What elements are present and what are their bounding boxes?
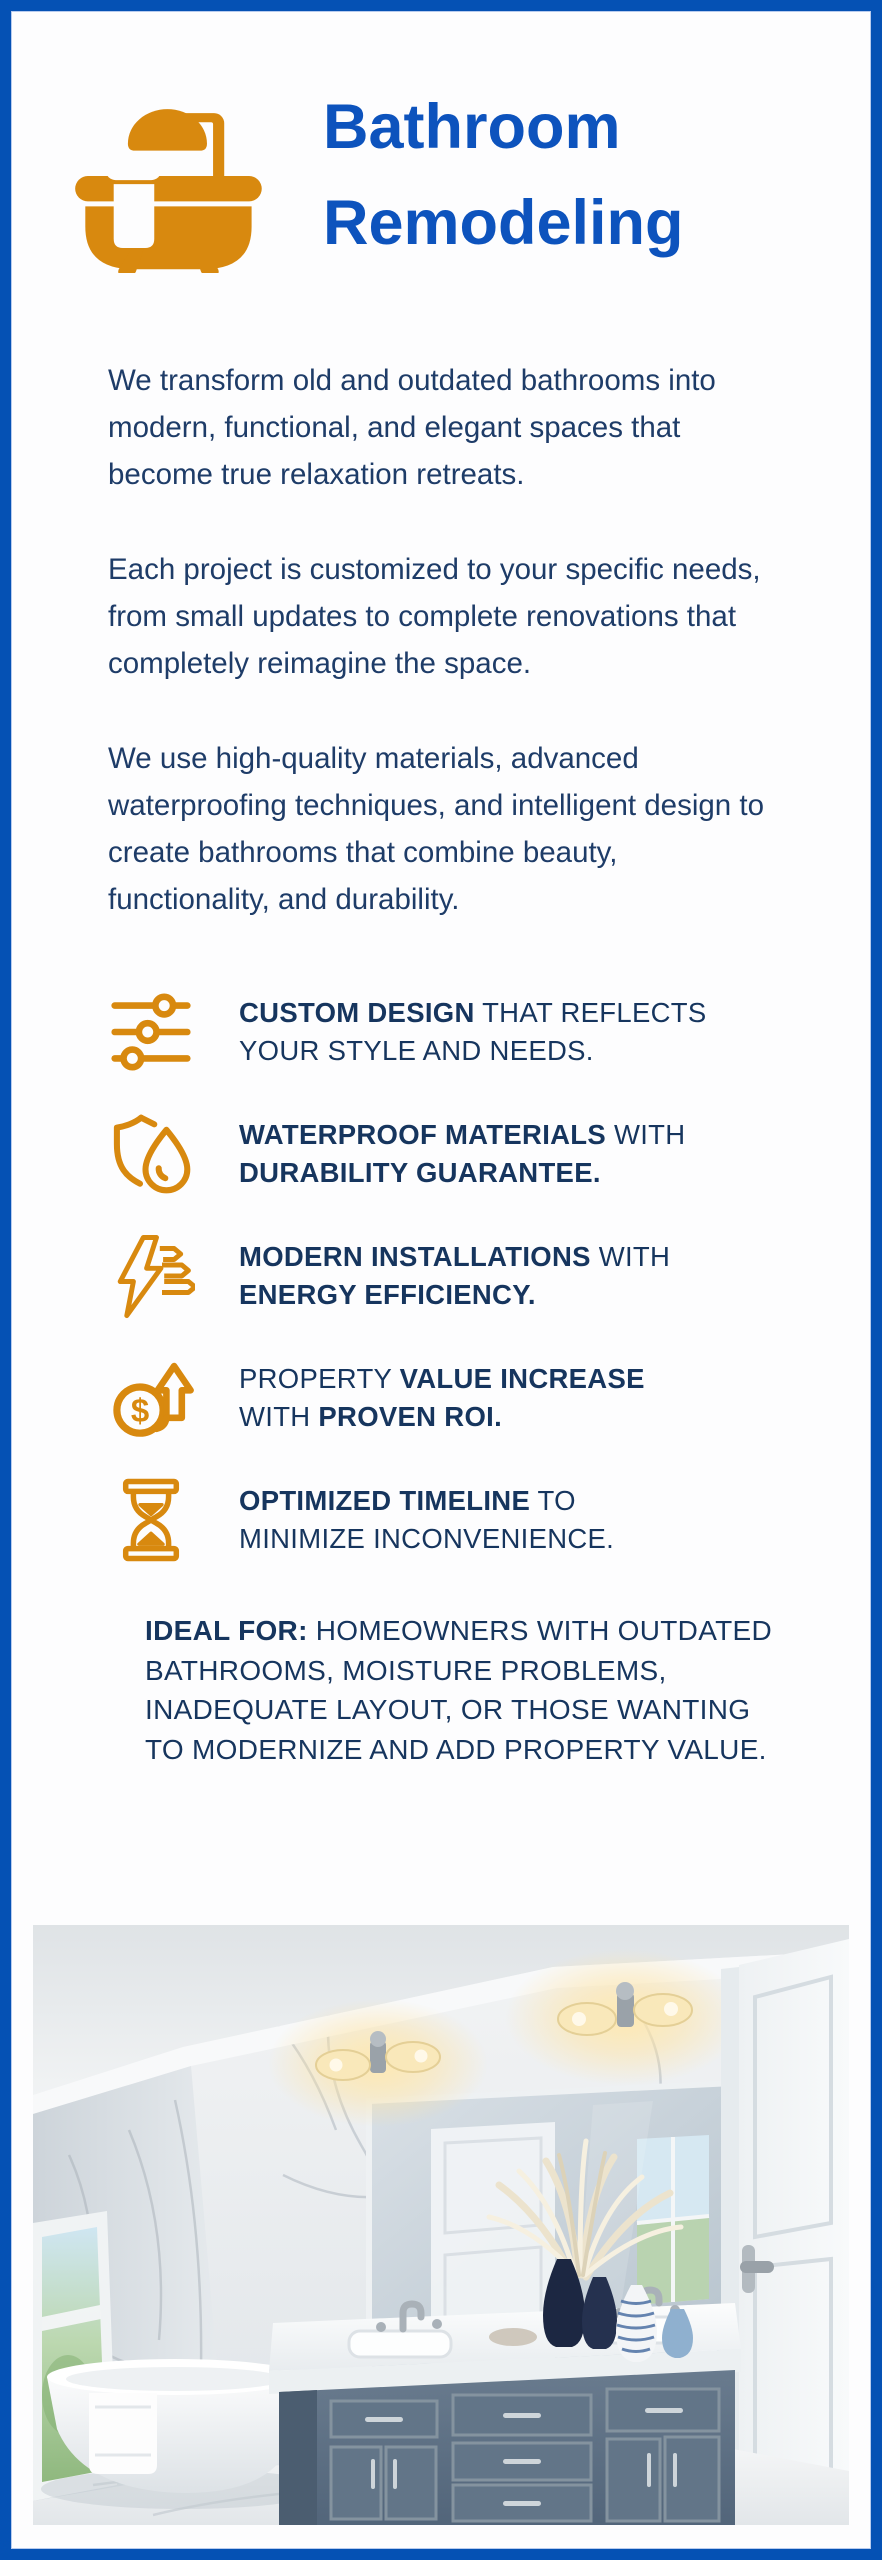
- feature-regular-text: WITH: [606, 1119, 686, 1150]
- feature-bold-text: DURABILITY GUARANTEE.: [239, 1157, 601, 1188]
- header: [11, 11, 871, 273]
- svg-text:$: $: [130, 1392, 150, 1430]
- feature-list: [11, 985, 871, 1567]
- feature-custom-design: [103, 985, 871, 1079]
- feature-regular-text: TO: [530, 1485, 576, 1516]
- feature-text: [239, 1116, 685, 1192]
- feature-text: [239, 1238, 670, 1314]
- feature-regular-text: WITH: [239, 1401, 319, 1432]
- title-line-1: Bathroom: [323, 92, 621, 162]
- intro-section: [108, 357, 781, 923]
- feature-regular-text: THAT REFLECTS: [474, 997, 707, 1028]
- feature-bold-text: OPTIMIZED TIMELINE: [239, 1485, 531, 1516]
- title-line-2: Remodeling: [323, 188, 684, 258]
- ideal-for-block: [145, 1611, 791, 1769]
- feature-text: [239, 994, 707, 1070]
- feature-regular-text: PROPERTY: [239, 1363, 400, 1394]
- energy-bolt-icon: [103, 1229, 199, 1323]
- ideal-for-label: IDEAL FOR:: [145, 1615, 308, 1646]
- feature-bold-text: CUSTOM DESIGN: [239, 997, 475, 1028]
- feature-bold-text: ENERGY EFFICIENCY.: [239, 1279, 536, 1310]
- bathtub-icon: [63, 77, 281, 273]
- feature-text: [239, 1482, 614, 1558]
- intro-paragraph-2: Each project is customized to your specific needs, from small updates to complete renovations that completely reimagine the space.: [108, 553, 761, 680]
- feature-timeline: [103, 1473, 871, 1567]
- intro-paragraph-1: We transform old and outdated bathrooms into modern, functional, and elegant spaces that become true relaxation retreats.: [108, 364, 716, 491]
- feature-regular-text: MINIMIZE INCONVENIENCE.: [239, 1523, 615, 1554]
- sliders-icon: [103, 985, 199, 1079]
- feature-value: [103, 1351, 871, 1445]
- hourglass-icon: [103, 1473, 199, 1567]
- feature-bold-text: WATERPROOF MATERIALS: [239, 1119, 607, 1150]
- feature-bold-text: PROVEN ROI.: [318, 1401, 503, 1432]
- shield-drop-icon: [103, 1107, 199, 1201]
- feature-text: [239, 1360, 645, 1436]
- remodeled-bathroom-photo: [33, 1925, 849, 2525]
- value-increase-icon: [103, 1351, 199, 1445]
- ideal-for-text: HOMEOWNERS WITH OUTDATED BATHROOMS, MOISTURE PROBLEMS, INADEQUATE LAYOUT, OR THOSE WANTING TO MODERNIZE AND ADD PROPERTY VALUE.: [145, 1615, 772, 1765]
- page-title: [323, 79, 684, 271]
- intro-paragraph-3: We use high-quality materials, advanced waterproofing techniques, and intelligent design to create bathrooms that combine beauty, functionality, and durability.: [108, 742, 765, 916]
- feature-bold-text: MODERN INSTALLATIONS: [239, 1241, 591, 1272]
- feature-regular-text: YOUR STYLE AND NEEDS.: [239, 1035, 594, 1066]
- feature-installations: [103, 1229, 871, 1323]
- feature-regular-text: WITH: [590, 1241, 671, 1272]
- feature-waterproof: [103, 1107, 871, 1201]
- feature-bold-text: VALUE INCREASE: [399, 1363, 645, 1394]
